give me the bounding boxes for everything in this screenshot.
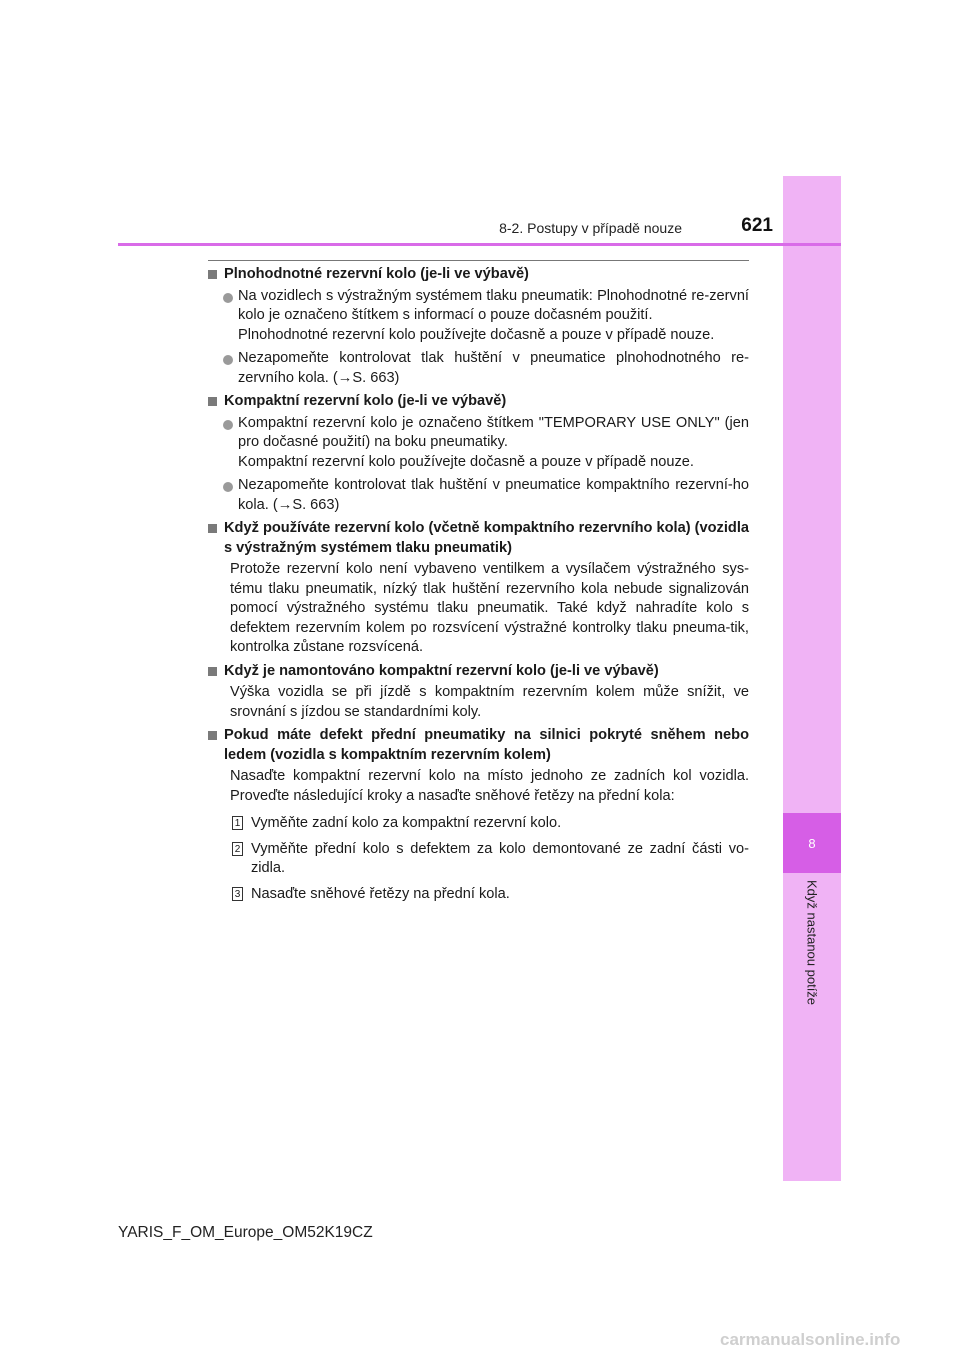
header-divider — [118, 243, 841, 246]
section-heading: Kompaktní rezervní kolo (je-li ve výbavě) — [208, 392, 749, 412]
square-bullet-icon — [208, 667, 217, 676]
content-rule — [208, 260, 749, 261]
step-item: 2 Vyměňte přední kolo s defektem za kolo demontované ze zadní části vo-zidla. — [208, 840, 749, 879]
round-bullet-icon — [223, 293, 233, 303]
section-heading: Pokud máte defekt přední pneumatiky na silnici pokryté sněhem nebo ledem (vozidla s kompaktním rezervním kolem) — [208, 726, 749, 765]
section-paragraph: Nasaďte kompaktní rezervní kolo na místo jednoho ze zadních kol vozidla. Proveďte následující kroky a nasaďte sněhové řetězy na přední kola: — [230, 768, 749, 804]
round-bullet-icon — [223, 420, 233, 430]
chapter-number: 8 — [783, 813, 841, 873]
step-number: 3 — [232, 887, 243, 901]
section-heading: Když je namontováno kompaktní rezervní kolo (je-li ve výbavě) — [208, 662, 749, 682]
page-number: 621 — [741, 215, 773, 236]
bullet-item: Kompaktní rezervní kolo je označeno štítkem "TEMPORARY USE ONLY" (jen pro dočasné použití) na boku pneumatiky. Kompaktní rezervní kolo používejte dočasně a pouze v případě nouze. — [208, 414, 749, 473]
section-paragraph: Protože rezervní kolo není vybaveno ventilkem a vysílačem výstražného sys-tému tlaku pneumatik, nízký tlak huštění rezervního kola nebude signalizován pomocí výstražného systému tlaku pneumatik. Také když nahradíte kolo s defektem rezervním kolem po rozsvícení výstražné kontrolky tlaku pneuma-tik, kontrolka zůstane rozsvícená. — [230, 561, 749, 655]
step-item: 1 Vyměňte zadní kolo za kompaktní rezervní kolo. — [208, 814, 749, 834]
chapter-title: Když nastanou potíže — [804, 880, 820, 1006]
square-bullet-icon — [208, 270, 217, 279]
round-bullet-icon — [223, 355, 233, 365]
bullet-item: Nezapomeňte kontrolovat tlak huštění v pneumatice kompaktního rezervní-ho kola. (→S. 663) — [208, 476, 749, 515]
section-heading: Plnohodnotné rezervní kolo (je-li ve výbavě) — [208, 265, 749, 285]
step-number: 1 — [232, 816, 243, 830]
section-heading: Když používáte rezervní kolo (včetně kompaktního rezervního kola) (vozidla s výstražným systémem tlaku pneumatik) — [208, 519, 749, 558]
page-content — [208, 265, 749, 910]
square-bullet-icon — [208, 524, 217, 533]
section-title: 8-2. Postupy v případě nouze — [499, 220, 682, 236]
document-footer: YARIS_F_OM_Europe_OM52K19CZ — [118, 1224, 373, 1241]
step-number: 2 — [232, 842, 243, 856]
bullet-item: Na vozidlech s výstražným systémem tlaku pneumatik: Plnohodnotné re-zervní kolo je označeno štítkem s informací o pouze dočasném použití. Plnohodnotné rezervní kolo používejte dočasně a pouze v případě nouze. — [208, 287, 749, 346]
bullet-item: Nezapomeňte kontrolovat tlak huštění v pneumatice plnohodnotného re-zervního kola. (→S. 663) — [208, 349, 749, 388]
chapter-side-tab — [783, 176, 841, 1181]
square-bullet-icon — [208, 731, 217, 740]
square-bullet-icon — [208, 397, 217, 406]
section-paragraph: Výška vozidla se při jízdě s kompaktním rezervním kolem může snížit, ve srovnání s jízdou se standardními koly. — [230, 684, 749, 720]
round-bullet-icon — [223, 482, 233, 492]
watermark: carmanualsonline.info — [720, 1330, 901, 1349]
step-item: 3 Nasaďte sněhové řetězy na přední kola. — [208, 885, 749, 905]
